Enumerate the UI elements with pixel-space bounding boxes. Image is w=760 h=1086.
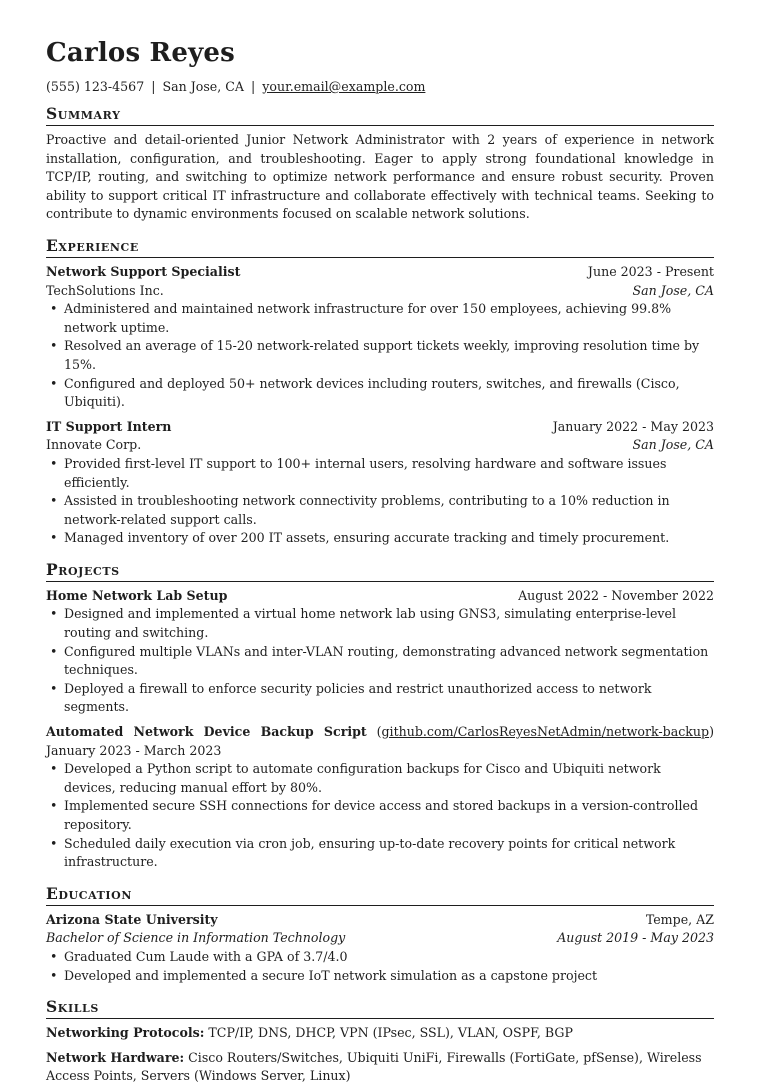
summary-section (46, 104, 714, 224)
project-repo-link[interactable]: github.com/CarlosReyesNetAdmin/network-backup (381, 724, 710, 740)
bullet-item: • Resolved an average of 15-20 network-related support tickets weekly, improving resolution time by 15%. (46, 337, 714, 374)
job-title: Network Support Specialist (46, 263, 241, 279)
job-location: San Jose, CA (632, 282, 714, 298)
bullet-item: • Designed and implemented a virtual home network lab using GNS3, simulating enterprise-level routing and switching. (46, 605, 714, 642)
bullet-item: • Developed a Python script to automate configuration backups for Cisco and Ubiquiti network devices, reducing manual effort by 80%. (46, 760, 714, 797)
contact-separator: | (151, 79, 156, 94)
bullet-item: • Configured multiple VLANs and inter-VLAN routing, demonstrating advanced network segmentation techniques. (46, 643, 714, 680)
bullet-item: • Implemented secure SSH connections for device access and stored backups in a version-controlled repository. (46, 797, 714, 834)
candidate-name: Carlos Reyes (46, 38, 235, 68)
experience-entry (46, 418, 714, 548)
contact-separator: | (251, 79, 256, 94)
project-dates: January 2023 - March 2023 (46, 742, 222, 758)
experience-section (46, 236, 714, 548)
skill-line (46, 1024, 714, 1043)
education-dates: August 2019 - May 2023 (557, 930, 714, 946)
project-header: Automated Network Device Backup Script (github.com/CarlosReyesNetAdmin/network-backup) January 2023 - March 2023 (46, 724, 714, 758)
job-title: IT Support Intern (46, 418, 172, 434)
experience-entry (46, 263, 714, 412)
bullet-item: • Assisted in troubleshooting network connectivity problems, contributing to a 10% reduction in network-related support calls. (46, 492, 714, 529)
project-entry (46, 587, 714, 717)
education-bullets (46, 948, 714, 985)
job-dates: January 2022 - May 2023 (552, 418, 714, 434)
section-title-experience: Experience (46, 236, 714, 258)
summary-text: Proactive and detail-oriented Junior Network Administrator with 2 years of experience in network installation, configuration, and troubleshooting. Eager to apply strong foundational knowledge in TCP/IP, routing, and switching to optimize network performance and ensure robust security. Proven ability to support critical IT infrastructure and collaborate effectively with technical teams. Seeking to contribute to dynamic environments focused on scalable network solutions. (46, 132, 714, 222)
job-bullets (46, 455, 714, 548)
bullet-item: • Graduated Cum Laude with a GPA of 3.7/4.0 (46, 948, 714, 967)
school-location: Tempe, AZ (645, 911, 714, 927)
bullet-item: • Configured and deployed 50+ network devices including routers, switches, and firewalls (Cisco, Ubiquiti). (46, 375, 714, 412)
skill-line (46, 1049, 714, 1086)
section-title-skills: Skills (46, 997, 714, 1019)
bullet-item: • Provided first-level IT support to 100+ internal users, resolving hardware and software issues efficiently. (46, 455, 714, 492)
skill-label: Networking Protocols: (46, 1025, 205, 1041)
skill-label: Network Hardware: (46, 1049, 185, 1065)
bullet-item: • Managed inventory of over 200 IT assets, ensuring accurate tracking and timely procurement. (46, 529, 714, 548)
project-name: Automated Network Device Backup Script (46, 724, 367, 740)
project-dates: August 2022 - November 2022 (518, 587, 714, 603)
project-bullets (46, 605, 714, 717)
project-entry (46, 723, 714, 872)
job-location: San Jose, CA (632, 437, 714, 453)
contact-line (46, 78, 714, 96)
bullet-item: • Scheduled daily execution via cron job, ensuring up-to-date recovery points for critical network infrastructure. (46, 835, 714, 872)
email-link[interactable]: your.email@example.com (262, 79, 426, 94)
section-title-education: Education (46, 884, 714, 906)
bullet-item: • Administered and maintained network infrastructure for over 150 employees, achieving 99.8% network uptime. (46, 300, 714, 337)
skill-value: Cisco Routers/Switches, Ubiquiti UniFi, Firewalls (FortiGate, pfSense), Wireless Access Points, Servers (Windows Server, Linux) (46, 1049, 702, 1084)
section-title-projects: Projects (46, 560, 714, 582)
degree-name: Bachelor of Science in Information Technology (46, 930, 346, 946)
projects-section (46, 560, 714, 872)
school-name: Arizona State University (46, 911, 218, 927)
phone-number: (555) 123-4567 (46, 79, 145, 94)
project-name: Home Network Lab Setup (46, 587, 228, 603)
job-bullets (46, 300, 714, 412)
section-title-summary: Summary (46, 104, 714, 126)
project-bullets (46, 760, 714, 872)
skills-section (46, 997, 714, 1086)
location: San Jose, CA (162, 79, 245, 94)
company-name: TechSolutions Inc. (46, 282, 164, 298)
company-name: Innovate Corp. (46, 437, 142, 453)
education-section (46, 884, 714, 985)
bullet-item: • Developed and implemented a secure IoT network simulation as a capstone project (46, 967, 714, 986)
skill-value: TCP/IP, DNS, DHCP, VPN (IPsec, SSL), VLAN, OSPF, BGP (208, 1025, 573, 1041)
job-dates: June 2023 - Present (587, 263, 714, 279)
bullet-item: • Deployed a firewall to enforce security policies and restrict unauthorized access to network segments. (46, 680, 714, 717)
